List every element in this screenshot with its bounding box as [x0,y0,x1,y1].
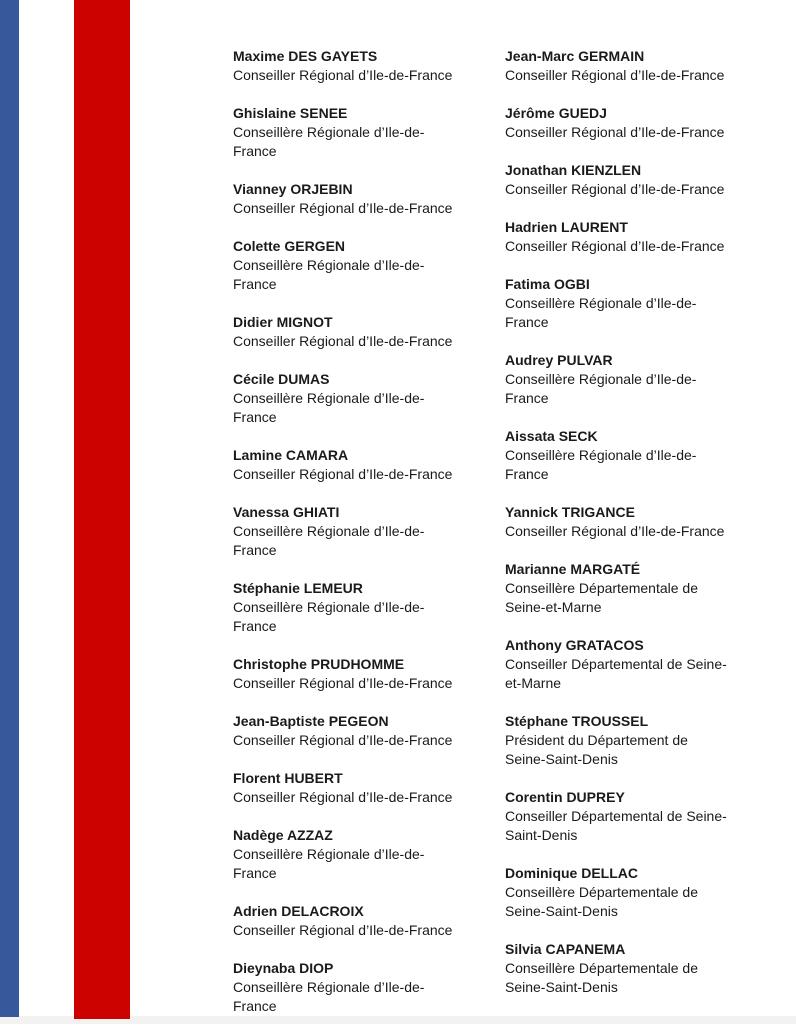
signatory-title-line: France [233,276,277,292]
signatory-entry [505,940,765,997]
signatory-name: Yannick TRIGANCE [505,504,635,520]
signatory-entry [233,180,488,218]
signatory-name: Lamine CAMARA [233,447,349,463]
signatory-name: Stéphane TROUSSEL [505,713,649,729]
signatory-name: Colette GERGEN [233,238,346,254]
signatory-name: Audrey PULVAR [505,352,613,368]
signatory-title-line: Conseillère Régionale d’Ile-de- [505,447,697,463]
signatory-name: Anthony GRATACOS [505,637,644,653]
signatory-title-line: Conseillère Régionale d’Ile-de- [233,523,425,539]
signatory-entry [233,826,488,883]
signatory-entry [505,351,765,408]
signatory-entry [233,237,488,294]
signatory-entry [233,959,488,1016]
signatory-title-line: Saint-Denis [505,827,578,843]
signatory-title-line: Conseiller Régional d’Ile-de-France [233,200,453,216]
signatory-entry [505,560,765,617]
signatory-entry [233,503,488,560]
signatory-title-line: Conseiller Départemental de Seine- [505,656,727,672]
signatory-title-line: Conseillère Régionale d’Ile-de- [233,390,425,406]
signatory-entry [505,636,765,693]
signatory-entry [233,446,488,484]
signatory-name: Corentin DUPREY [505,789,625,805]
signatory-title-line: France [505,314,549,330]
signatory-title-line: France [233,143,277,159]
signatory-name: Didier MIGNOT [233,314,333,330]
signatory-entry [233,370,488,427]
signatory-title-line: Conseiller Régional d’Ile-de-France [505,181,725,197]
signatory-name: Jean-Baptiste PEGEON [233,713,389,729]
signatory-title-line: Conseiller Régional d’Ile-de-France [233,466,453,482]
signatory-title-line: Conseiller Régional d’Ile-de-France [233,675,453,691]
signatory-title-line: Seine-et-Marne [505,599,602,615]
signatory-title-line: Conseiller Régional d’Ile-de-France [505,67,725,83]
blue-accent-bar [0,0,19,1017]
signatory-title-line: France [233,409,277,425]
signatory-title-line: Conseiller Régional d’Ile-de-France [233,67,453,83]
signatory-entry [233,579,488,636]
signatory-name: Dieynaba DIOP [233,960,334,976]
signatory-title-line: Conseillère Départementale de [505,580,698,596]
signatory-entry [505,788,765,845]
signatory-title-line: Conseiller Régional d’Ile-de-France [233,922,453,938]
signatory-name: Christophe PRUDHOMME [233,656,405,672]
signatory-title-line: Seine-Saint-Denis [505,903,618,919]
signatory-title-line: France [233,998,277,1014]
signatory-entry [505,712,765,769]
signatory-entry [233,769,488,807]
signatory-title-line: France [233,618,277,634]
signatory-title-line: Conseillère Régionale d’Ile-de- [505,371,697,387]
signatory-entry [233,655,488,693]
signatory-name: Vianney ORJEBIN [233,181,353,197]
signatory-entry [505,275,765,332]
signatory-title-line: Conseiller Régional d’Ile-de-France [233,789,453,805]
signatory-name: Florent HUBERT [233,770,343,786]
signatory-name: Nadège AZZAZ [233,827,333,843]
signatory-title-line: France [505,390,549,406]
signatory-name: Adrien DELACROIX [233,903,364,919]
signatory-title-line: Conseillère Régionale d’Ile-de- [233,979,425,995]
signatories-column-right [505,47,765,1016]
signatory-title-line: Président du Département de [505,732,688,748]
signatory-name: Ghislaine SENEE [233,105,348,121]
signatory-name: Marianne MARGATÉ [505,561,641,577]
signatory-title-line: Conseiller Régional d’Ile-de-France [505,124,725,140]
signatory-name: Vanessa GHIATI [233,504,340,520]
signatory-name: Jérôme GUEDJ [505,105,607,121]
signatory-entry [505,47,765,85]
signatory-entry [233,104,488,161]
signatory-name: Hadrien LAURENT [505,219,628,235]
signatory-entry [505,104,765,142]
signatory-entry [505,503,765,541]
signatory-title-line: Conseillère Régionale d’Ile-de- [233,124,425,140]
signatory-title-line: Conseillère Régionale d’Ile-de- [233,846,425,862]
signatory-entry [505,218,765,256]
signatory-title-line: France [233,542,277,558]
signatory-title-line: Conseillère Régionale d’Ile-de- [233,257,425,273]
signatory-title-line: Conseillère Départementale de [505,884,698,900]
signatory-entry [233,712,488,750]
signatory-name: Stéphanie LEMEUR [233,580,363,596]
signatory-title-line: et-Marne [505,675,562,691]
signatory-title-line: Seine-Saint-Denis [505,979,618,995]
signatories-column-left [233,47,488,1035]
signatory-entry [233,313,488,351]
signatory-name: Jonathan KIENZLEN [505,162,642,178]
signatory-name: Fatima OGBI [505,276,590,292]
signatory-name: Silvia CAPANEMA [505,941,626,957]
signatory-title-line: Conseillère Départementale de [505,960,698,976]
red-accent-bar [74,0,130,1019]
signatory-title-line: Conseiller Régional d’Ile-de-France [233,732,453,748]
signatory-entry [233,902,488,940]
signatory-title-line: Conseiller Départemental de Seine- [505,808,727,824]
signatory-entry [505,864,765,921]
signatory-title-line: Seine-Saint-Denis [505,751,618,767]
signatory-title-line: Conseiller Régional d’Ile-de-France [505,238,725,254]
signatory-title-line: Conseiller Régional d’Ile-de-France [233,333,453,349]
signatory-name: Jean-Marc GERMAIN [505,48,645,64]
signatory-name: Maxime DES GAYETS [233,48,378,64]
signatory-title-line: Conseillère Régionale d’Ile-de- [233,599,425,615]
signatory-title-line: Conseiller Régional d’Ile-de-France [505,523,725,539]
signatory-entry [505,427,765,484]
signatory-entry [233,47,488,85]
signatory-title-line: France [505,466,549,482]
signatory-name: Cécile DUMAS [233,371,330,387]
signatory-title-line: Conseillère Régionale d’Ile-de- [505,295,697,311]
signatory-title-line: France [233,865,277,881]
signatory-name: Aissata SECK [505,428,598,444]
signatory-entry [505,161,765,199]
signatory-name: Dominique DELLAC [505,865,638,881]
